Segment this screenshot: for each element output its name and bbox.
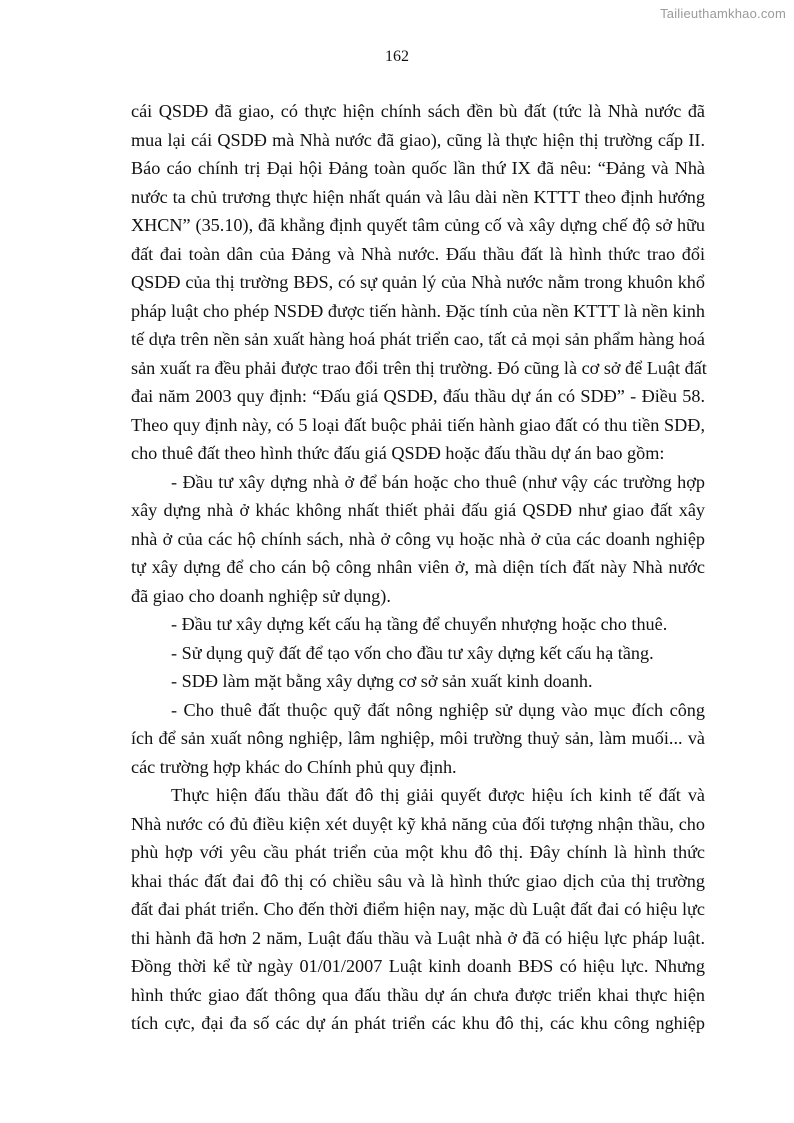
text-line: XHCN” (35.10), đã khẳng định quyết tâm củng cố và xây dựng chế độ sở hữu — [131, 215, 705, 235]
paragraph — [131, 639, 705, 668]
text-line: các trường hợp khác do Chính phủ quy định. — [131, 756, 457, 777]
document-body — [131, 97, 705, 1038]
text-line: nhà ở của các hộ chính sách, nhà ở công vụ hoặc nhà ở của các doanh nghiệp — [131, 528, 705, 549]
text-line: thi hành đã hơn 2 năm, Luật đấu thầu và Luật nhà ở đã có hiệu lực pháp luật. — [131, 927, 705, 948]
text-line: Nhà nước có đủ điều kiện xét duyệt kỹ khả năng của đối tượng nhận thầu, cho — [131, 813, 705, 834]
text-line: đai năm 2003 quy định: “Đấu giá QSDĐ, đấu thầu dự án có SDĐ” - Điều 58. — [131, 386, 705, 406]
text-line: - Đầu tư xây dựng nhà ở để bán hoặc cho thuê (như vậy các trường hợp — [171, 471, 705, 492]
text-line: tự xây dựng để cho cán bộ công nhân viên ở, mà diện tích đất này Nhà nước — [131, 557, 705, 577]
text-line: phù hợp với yêu cầu phát triển của một khu đô thị. Đây chính là hình thức — [131, 842, 705, 862]
text-line: tích cực, đại đa số các dự án phát triển các khu đô thị, các khu công nghiệp — [131, 1013, 705, 1033]
text-line: Đồng thời kể từ ngày 01/01/2007 Luật kinh doanh BĐS có hiệu lực. Nhưng — [131, 956, 705, 976]
text-line: xây dựng nhà ở khác không nhất thiết phải đấu giá QSDĐ như giao đất xây — [131, 500, 705, 520]
text-line: QSDĐ của thị trường BĐS, có sự quản lý của Nhà nước nằm trong khuôn khổ — [131, 272, 705, 292]
text-line: Báo cáo chính trị Đại hội Đảng toàn quốc lần thứ IX đã nêu: “Đảng và Nhà — [131, 158, 705, 178]
text-line: cho thuê đất theo hình thức đấu giá QSDĐ hoặc đấu thầu dự án bao gồm: — [131, 443, 665, 463]
paragraph — [131, 667, 705, 696]
watermark: Tailieuthamkhao.com — [660, 6, 786, 21]
paragraph — [131, 696, 705, 782]
text-line: đã giao cho doanh nghiệp sử dụng). — [131, 585, 391, 606]
paragraph — [131, 468, 705, 611]
text-line: tế dựa trên nền sản xuất hàng hoá phát triển cao, tất cả mọi sản phẩm hàng hoá — [131, 329, 705, 349]
text-line: sản xuất ra đều phải được trao đổi trên thị trường. Đó cũng là cơ sở để Luật đất — [131, 357, 707, 378]
paragraph — [131, 97, 705, 468]
text-line: đất đai phát triển. Cho đến thời điểm hiện nay, mặc dù Luật đất đai có hiệu lực — [131, 899, 705, 919]
text-line: cái QSDĐ đã giao, có thực hiện chính sách đền bù đất (tức là Nhà nước đã — [131, 101, 705, 121]
text-line: nước ta chủ trương thực hiện nhất quán và lâu dài nền KTTT theo định hướng — [131, 186, 705, 207]
paragraph — [131, 781, 705, 1038]
text-line: pháp luật cho phép NSDĐ được tiến hành. Đặc tính của nền KTTT là nền kinh — [131, 300, 705, 321]
text-line: ích để sản xuất nông nghiệp, lâm nghiệp, môi trường thuỷ sản, làm muối... và — [131, 728, 705, 748]
text-line: - SDĐ làm mặt bằng xây dựng cơ sở sản xuất kinh doanh. — [171, 671, 593, 691]
text-line: - Cho thuê đất thuộc quỹ đất nông nghiệp sử dụng vào mục đích công — [171, 699, 705, 720]
text-line: - Đầu tư xây dựng kết cấu hạ tầng để chuyển nhượng hoặc cho thuê. — [171, 614, 668, 634]
text-line: hình thức giao đất thông qua đấu thầu dự án chưa được triển khai thực hiện — [131, 984, 705, 1005]
paragraph — [131, 610, 705, 639]
text-line: Thực hiện đấu thầu đất đô thị giải quyết được hiệu ích kinh tế đất và — [171, 785, 705, 805]
text-line: khai thác đất đai đô thị có chiều sâu và là hình thức giao dịch của thị trường — [131, 870, 705, 891]
text-line: Theo quy định này, có 5 loại đất buộc phải tiến hành giao đất có thu tiền SDĐ, — [131, 414, 705, 435]
text-line: - Sử dụng quỹ đất để tạo vốn cho đầu tư xây dựng kết cấu hạ tầng. — [171, 642, 654, 663]
text-line: mua lại cái QSDĐ mà Nhà nước đã giao), cũng là thực hiện thị trường cấp II. — [131, 129, 705, 150]
text-line: đất đai toàn dân của Đảng và Nhà nước. Đấu thầu đất là hình thức trao đổi — [131, 243, 705, 264]
page-number: 162 — [385, 48, 409, 65]
